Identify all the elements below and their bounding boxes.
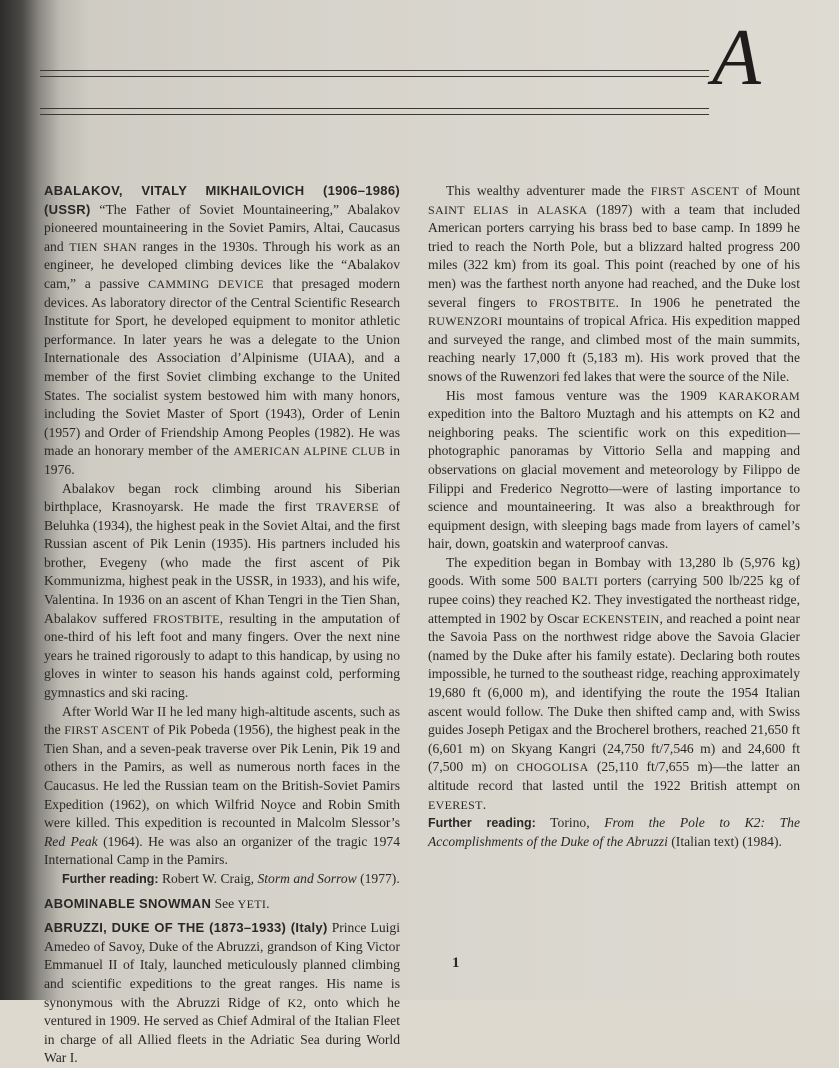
cross-reference: FROSTBITE (548, 295, 616, 310)
cross-reference: FROSTBITE (153, 611, 220, 626)
cross-reference: FIRST ASCENT (650, 184, 740, 198)
header-rule (40, 108, 709, 109)
entry-abalakov-p2: Abalakov began rock climbing around his Siberian birthplace, Krasnoyarsk. He made the first TRAVERSE of Beluhka (1934), the highest peak in the Soviet Altai, and the first Russian ascent of Pik Lenin (1935). His partners included his brother, Evegeny (who made the first ascent of Pik Kommunizma, highest peak in the USSR, in 1933), and his wife, Valentina. In 1936 on an ascent of Khan Tengri in the Tien Shan, Abalakov suffered FROSTBITE, resulting in the amputation of one-third of his left foot and many fingers. Over the next nine years he trained rigorously to adapt to this handicap, by using no gloves in winter to season his hands against cold, performing gymnastics and ski racing. (44, 480, 400, 701)
cross-reference: K2 (287, 995, 303, 1010)
further-reading-abruzzi: Further reading: Torino, From the Pole to K2: The Accomplishments of the Duke of the Abruzzi (Italian text) (1984). (428, 815, 800, 849)
section-letter: A (712, 14, 761, 102)
header-rule (40, 70, 709, 71)
cross-reference: EVEREST (428, 797, 483, 812)
cross-reference: ALASKA (536, 202, 588, 217)
further-reading-abalakov: Further reading: Robert W. Craig, Storm and Sorrow (1977). (62, 870, 400, 886)
entry-abalakov-p3: After World War II he led many high-altitude ascents, such as the FIRST ASCENT of Pik Pobeda (1956), the highest peak in the Tien Shan, and a seven-peak traverse over Pik Lenin, Pik 19 and others in the Pamirs, as well as numerous north faces in the Caucasus. He led the Russian team on the British-Soviet Pamirs Expedition (1962), on which Wilfrid Noyce and Robin Smith were killed. This expedition is recounted in Malcolm Slessor’s Red Peak (1964). He was also an organizer of the tragic 1974 International Camp in the Pamirs. (44, 703, 400, 868)
cross-reference: CHOGOLISA (516, 760, 589, 775)
cross-reference: TRAVERSE (316, 500, 379, 515)
entry-abruzzi-p2: This wealthy adventurer made the FIRST ASCENT of Mount SAINT ELIAS in ALASKA (1897) with a team that included American porters carrying his brass bed to base camp. In 1899 he tried to reach the North Pole, but a blizzard halted progress 200 miles (322 km) from its goal. This point (reached by one of his men) was the farthest north anyone had reached, and the Duke lost several fingers to FROSTBITE. In 1906 he penetrated the RUWENZORI mountains of tropical Africa. His expedition mapped and surveyed the range, and climbed most of the main summits, reaching nearly 17,000 ft (5,183 m). His work proved that the snows of the Ruwenzori fed lakes that were the source of the Nile. (428, 183, 800, 384)
entry-abruzzi-start: ABRUZZI, DUKE OF THE (1873–1933) (Italy) Prince Luigi Amedeo of Savoy, Duke of the Abruzzi, grandson of King Victor Emmanuel II of Italy, launched meticulously planned climbing and scientific expeditions to the great ranges. His name is synonymous with the Abruzzi Ridge of K2, onto which he ventured in 1909. He served as Chief Admiral of the Italian Fleet in charge of all Allied fleets in the Adriatic Sea during World War I. (44, 920, 400, 1066)
cross-reference: RUWENZORI (428, 314, 503, 329)
left-column (44, 182, 400, 1068)
cross-reference: KARAKORAM (718, 388, 800, 403)
headword-abruzzi: ABRUZZI, DUKE OF THE (1873–1933) (Italy) (44, 920, 328, 936)
right-column (428, 182, 800, 851)
entry-abominable-snowman: ABOMINABLE SNOWMAN See YETI. (44, 895, 270, 911)
headword-abominable: ABOMINABLE SNOWMAN (44, 895, 212, 911)
book-title: Red Peak (44, 833, 98, 849)
entry-abruzzi-p4: The expedition began in Bombay with 13,280 lb (5,976 kg) goods. With some 500 BALTI porters (carrying 500 lb/225 kg of rupee coins) they reached K2. They investigated the northeast ridge, attempted in 1902 by Oscar ECKENSTEIN, and reached a point near the Savoia Pass on the northwest ridge above the Savoia Glacier (named by the Duke after his family estate). Declaring both routes impossible, he turned to the southeast ridge, reaching approximately 19,680 ft (6,000 m), and identifying the route the 1954 Italian ascent would follow. The Duke then shifted camp and, with Swiss guides Joseph Petigax and the Brocherel brothers, reached 21,650 ft (6,601 m) on Skyang Kangri (24,750 ft/7,546 m) and 24,600 ft (7,500 m) on CHOGOLISA (25,110 ft/7,655 m)—the latter an altitude record that lasted until the 1922 British attempt on EVEREST. (428, 554, 800, 812)
entry-abruzzi-p3: His most famous venture was the 1909 KARAKORAM expedition into the Baltoro Muztagh and his attempts on K2 and neighboring peaks. The scientific work on this expedition—photographic panoramas by Vittorio Sella and mapping and observations on glacial movement and meteorology by Filippo de Filippi and Frederico Negrotto—were of lasting importance to science and mountaineering. It was also a breakthrough for equipment design, with sleeping bags made from layers of camel’s hair, down, goatskin and waterproof canvas. (428, 387, 800, 552)
cross-reference: YETI (237, 896, 267, 911)
headword-abalakov: ABALAKOV, VITALY MIKHAILOVICH (1906–1986) (USSR) (44, 183, 400, 217)
header-rule (40, 114, 709, 115)
cross-reference: BALTI (562, 574, 598, 589)
cross-reference: ECKENSTEIN (582, 611, 660, 626)
cross-reference: SAINT ELIAS (428, 202, 509, 217)
entry-abalakov-p1: ABALAKOV, VITALY MIKHAILOVICH (1906–1986) (USSR) “The Father of Soviet Mountaineering,” Abalakov pioneered mountaineering in the Soviet Pamirs, Altai, Caucasus and TIEN SHAN ranges in the 1930s. Through his work as an engineer, he developed climbing devices like the “Abalakov cam,” a passive CAMMING DEVICE that presaged modern devices. As laboratory director of the Central Scientific Research Institute for Sport, he developed equipment to monitor athletic performance. In later years he was a delegate to the Union Internationale des Association d’Alpinisme (UIAA), and a member of the first Soviet climbing exchange to the United States. The socialist system bestowed him with many honors, including the Soviet Master of Sport (1943), Order of Lenin (1957) and Order of Friendship Among Peoples (1982). He was made an honorary member of the AMERICAN ALPINE CLUB in 1976. (44, 183, 400, 477)
cross-reference: AMERICAN ALPINE CLUB (233, 444, 386, 459)
book-title: From the Pole to K2: The Accomplishments of the Duke of the Abruzzi (428, 815, 800, 849)
header-rule (40, 76, 709, 77)
cross-reference: CAMMING DEVICE (148, 276, 264, 291)
cross-reference: FIRST ASCENT (64, 723, 150, 738)
page-number: 1 (452, 955, 460, 971)
cross-reference: TIEN SHAN (69, 239, 138, 254)
book-title: Storm and Sorrow (257, 870, 357, 886)
